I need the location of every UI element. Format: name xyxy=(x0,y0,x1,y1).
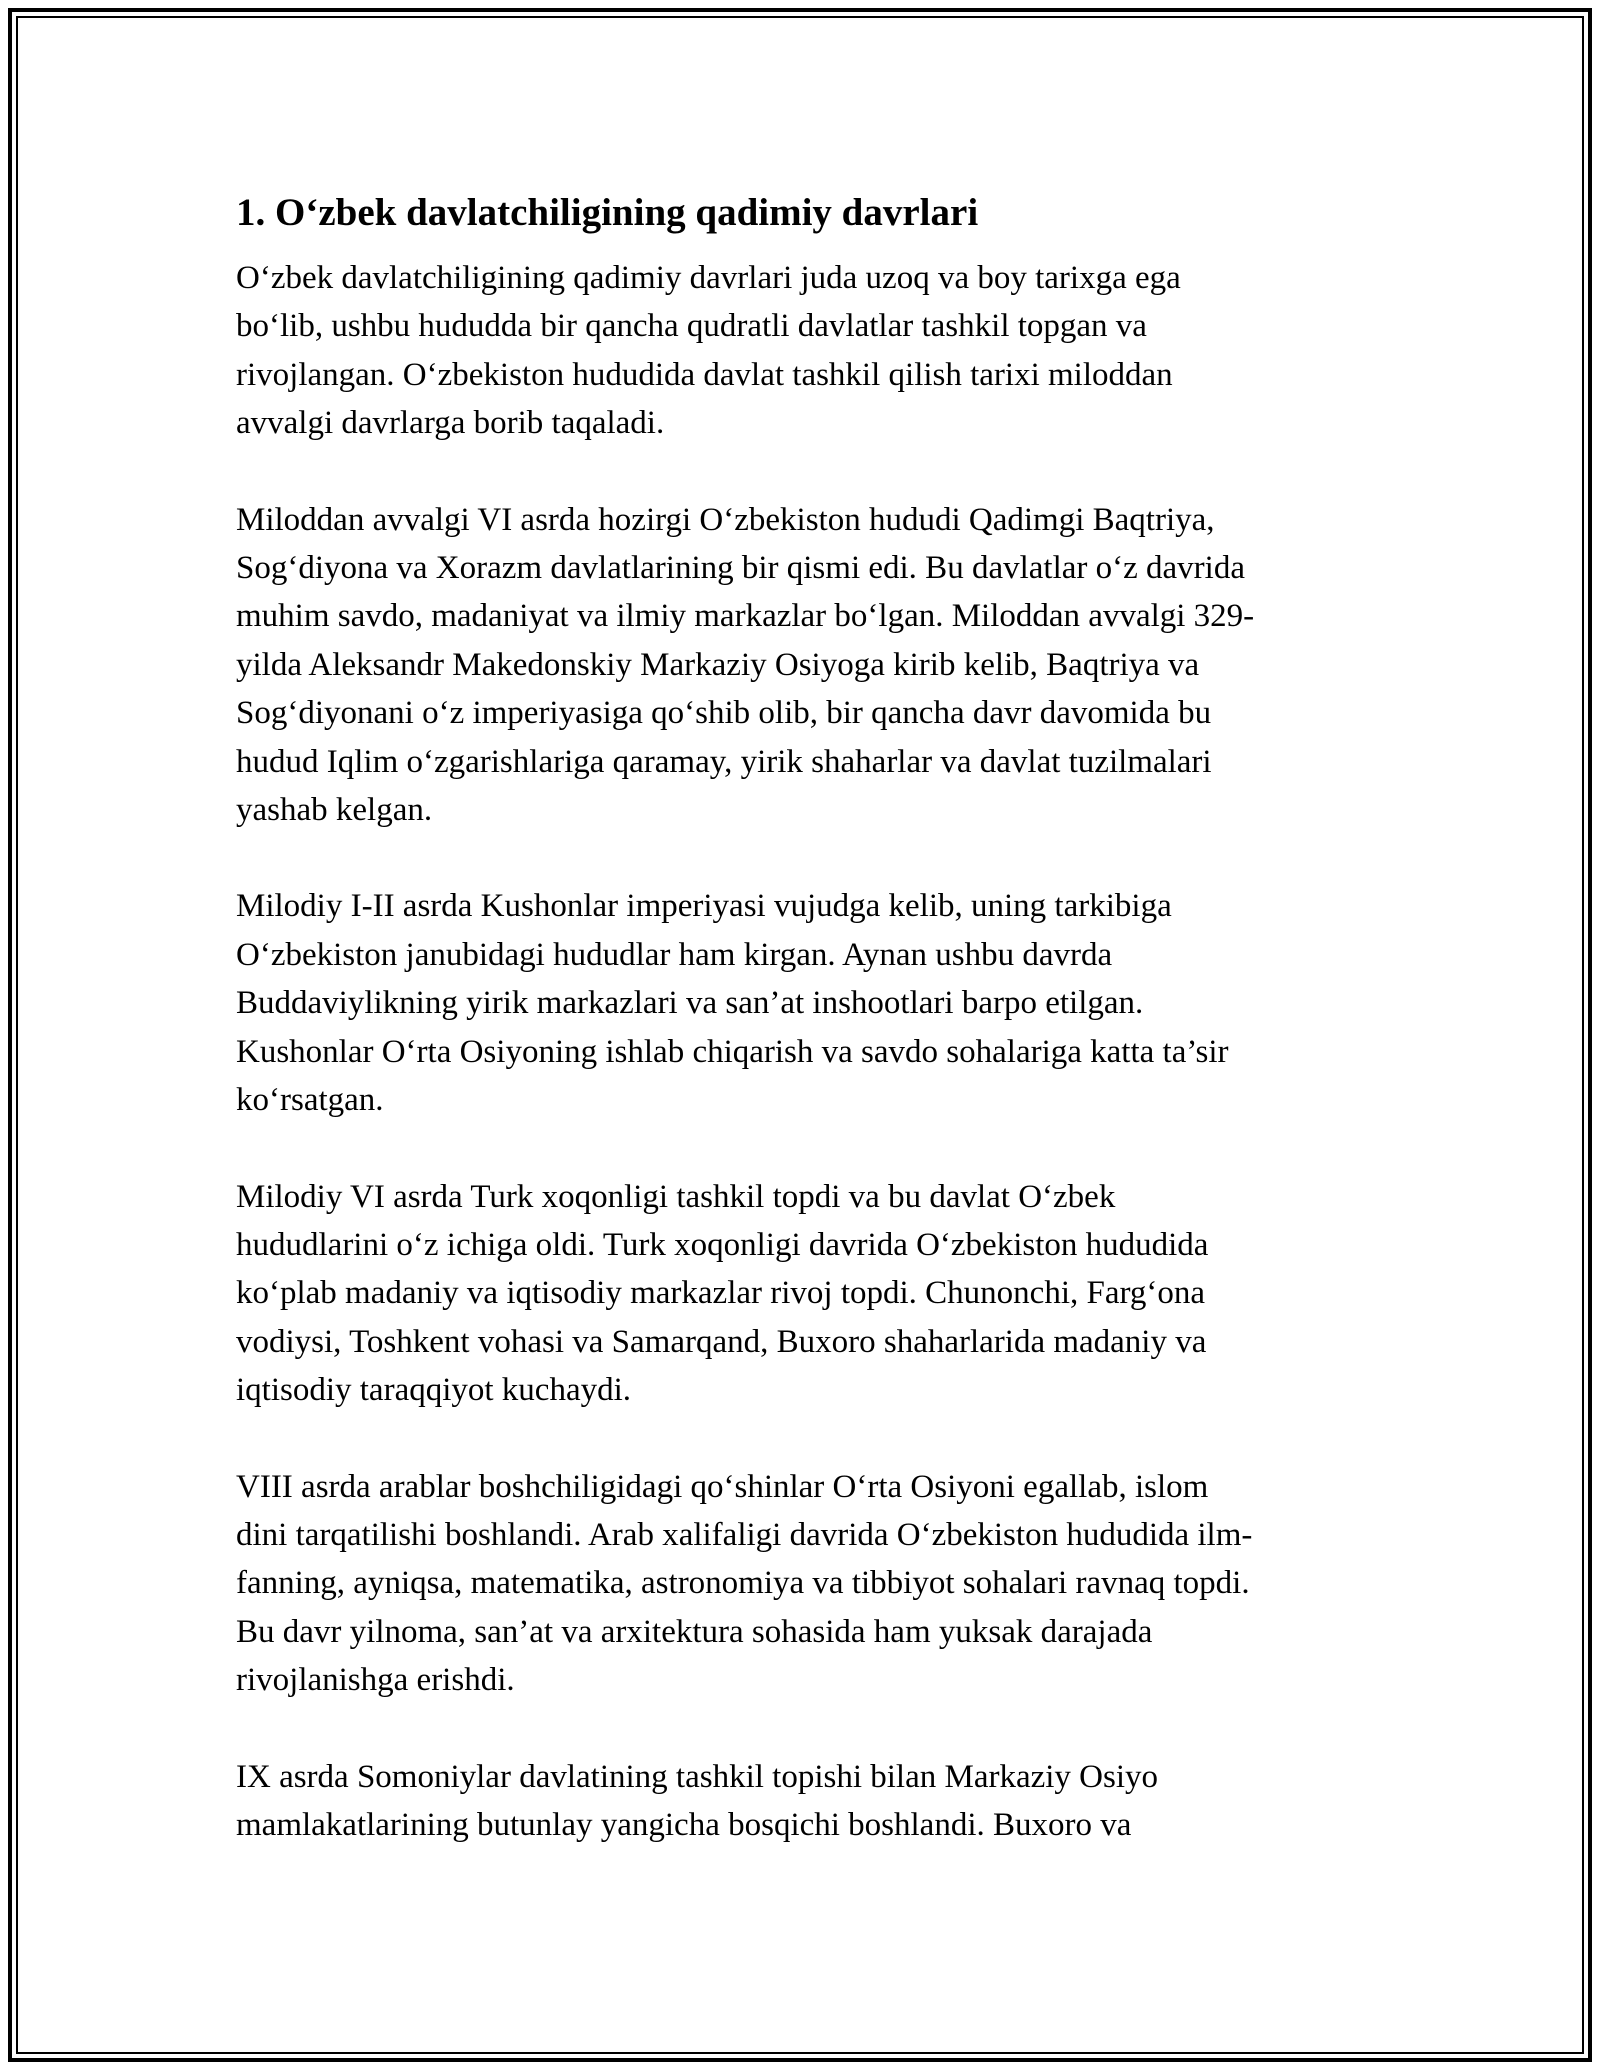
paragraph-3 xyxy=(236,882,1366,1124)
text-line: Milodiy VI asrda Turk xoqonligi tashkil topdi va bu davlat O‘zbek xyxy=(236,1178,1116,1215)
text-line: muhim savdo, madaniyat va ilmiy markazlar bo‘lgan. Miloddan avvalgi 329- xyxy=(236,598,1255,635)
document-body xyxy=(236,186,1366,1849)
paragraph-4 xyxy=(236,1173,1366,1415)
text-line: mamlakatlarining butunlay yangicha bosqichi boshlandi. Buxoro va xyxy=(236,1806,1132,1843)
text-line: rivojlangan. O‘zbekiston hududida davlat tashkil qilish tarixi miloddan xyxy=(236,356,1173,393)
text-line: Miloddan avvalgi VI asrda hozirgi O‘zbekiston hududi Qadimgi Baqtriya, xyxy=(236,501,1215,538)
paragraph-1 xyxy=(236,254,1366,448)
text-line: vodiysi, Toshkent vohasi va Samarqand, Buxoro shaharlarida madaniy va xyxy=(236,1323,1207,1360)
text-line: IX asrda Somoniylar davlatining tashkil topishi bilan Markaziy Osiyo xyxy=(236,1758,1159,1795)
text-line: ko‘plab madaniy va iqtisodiy markazlar rivoj topdi. Chunonchi, Farg‘ona xyxy=(236,1275,1206,1312)
text-line: yilda Aleksandr Makedonskiy Markaziy Osiyoga kirib kelib, Baqtriya va xyxy=(236,646,1200,683)
text-line: rivojlanishga erishdi. xyxy=(236,1662,515,1699)
text-line: Kushonlar O‘rta Osiyoning ishlab chiqarish va savdo sohalariga katta ta’sir xyxy=(236,1033,1229,1070)
paragraph-2 xyxy=(236,496,1366,835)
text-line: Buddaviylikning yirik markazlari va san’at inshootlari barpo etilgan. xyxy=(236,985,1144,1022)
text-line: Milodiy I-II asrda Kushonlar imperiyasi vujudga kelib, uning tarkibiga xyxy=(236,888,1172,925)
paragraph-6 xyxy=(236,1753,1366,1850)
text-line: bo‘lib, ushbu hududda bir qancha qudratli davlatlar tashkil topgan va xyxy=(236,308,1147,345)
text-line: VIII asrda arablar boshchiligidagi qo‘shinlar O‘rta Osiyoni egallab, islom xyxy=(236,1468,1209,1505)
text-line: hudud Iqlim o‘zgarishlariga qaramay, yirik shaharlar va davlat tuzilmalari xyxy=(236,743,1212,780)
section-heading: 1. O‘zbek davlatchiligining qadimiy davrlari xyxy=(236,191,979,234)
text-line: fanning, ayniqsa, matematika, astronomiya va tibbiyot sohalari ravnaq topdi. xyxy=(236,1565,1250,1602)
text-line: Bu davr yilnoma, san’at va arxitektura sohasida ham yuksak darajada xyxy=(236,1613,1153,1650)
text-line: yashab kelgan. xyxy=(236,792,433,829)
text-line: O‘zbekiston janubidagi hududlar ham kirgan. Aynan ushbu davrda xyxy=(236,936,1113,973)
text-line: Sog‘diyonani o‘z imperiyasiga qo‘shib olib, bir qancha davr davomida bu xyxy=(236,695,1212,732)
text-line: ko‘rsatgan. xyxy=(236,1082,384,1119)
text-line: O‘zbek davlatchiligining qadimiy davrlari juda uzoq va boy tarixga ega xyxy=(236,260,1181,296)
paragraph-5 xyxy=(236,1463,1366,1705)
text-line: dini tarqatilishi boshlandi. Arab xalifaligi davrida O‘zbekiston hududida ilm- xyxy=(236,1516,1253,1553)
text-line: Sog‘diyona va Xorazm davlatlarining bir qismi edi. Bu davlatlar o‘z davrida xyxy=(236,550,1245,587)
text-line: hududlarini o‘z ichiga oldi. Turk xoqonligi davrida O‘zbekiston hududida xyxy=(236,1226,1209,1263)
text-line: iqtisodiy taraqqiyot kuchaydi. xyxy=(236,1372,632,1409)
text-line: avvalgi davrlarga borib taqaladi. xyxy=(236,405,665,442)
